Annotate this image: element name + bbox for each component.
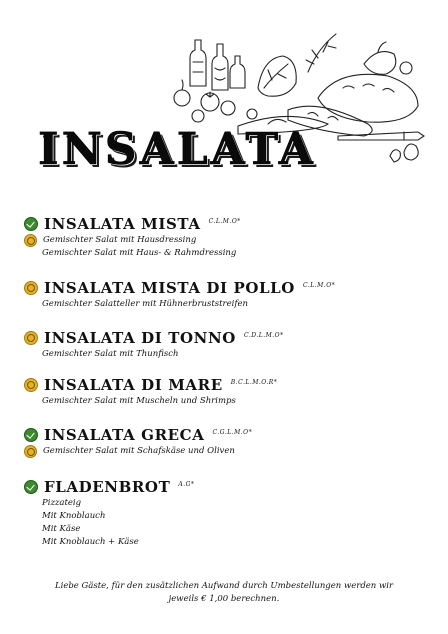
item-name: INSALATA DI MARE [44,376,223,394]
non-vegetarian-icon [24,281,38,295]
menu-item-insalata-mista [24,214,241,260]
item-description: Pizzateig [42,498,82,508]
menu-item-fladenbrot [24,477,194,549]
allergen-codes: C.D.L.M.O* [243,331,284,339]
non-vegetarian-icon [24,378,38,392]
non-vegetarian-icon [24,331,38,345]
item-description: Gemischter Salatteller mit Hühnerbruststreifen [42,299,249,309]
footer-line: jeweils € 1,00 berechnen. [168,594,280,604]
allergen-codes: C.L.M.O* [302,281,336,289]
item-description: Mit Knoblauch + Käse [42,537,139,547]
allergen-codes: A.G* [178,480,195,488]
menu-item-insalata-di-mare [24,375,277,408]
item-name: INSALATA DI TONNO [44,329,236,347]
footer-line: Liebe Gäste, für den zusätzlichen Aufwand durch Umbestellungen werden wir [54,581,394,591]
allergen-codes: C.L.M.O* [208,217,241,225]
item-name: FLADENBROT [44,478,171,496]
menu-item-insalata-di-tonno [24,328,284,361]
allergen-codes: C.G.L.M.O* [212,428,253,436]
item-name: INSALATA GRECA [44,426,205,444]
item-description: Mit Knoblauch [42,511,106,521]
item-name: INSALATA MISTA [44,215,201,233]
non-vegetarian-icon [24,234,37,247]
vegetarian-icon [24,480,38,494]
item-description: Gemischter Salat mit Schafskäse und Oliven [43,446,235,456]
allergen-codes: B.C.L.M.O.R* [230,378,278,386]
footer-note [18,580,430,606]
page-title: INSALATA [38,124,316,175]
non-vegetarian-icon [24,445,37,458]
item-description: Gemischter Salat mit Muscheln und Shrimps [42,396,236,406]
item-name: INSALATA MISTA DI POLLO [44,279,295,297]
menu-item-insalata-greca [24,425,252,458]
item-description: Gemischter Salat mit Thunfisch [42,349,179,359]
item-description: Gemischter Salat mit Haus- & Rahmdressing [42,248,237,258]
item-description: Gemischter Salat mit Hausdressing [43,235,197,245]
menu-item-insalata-mista-di-pollo [24,278,335,311]
vegetarian-icon [24,428,38,442]
vegetarian-icon [24,217,38,231]
item-description: Mit Käse [42,524,81,534]
